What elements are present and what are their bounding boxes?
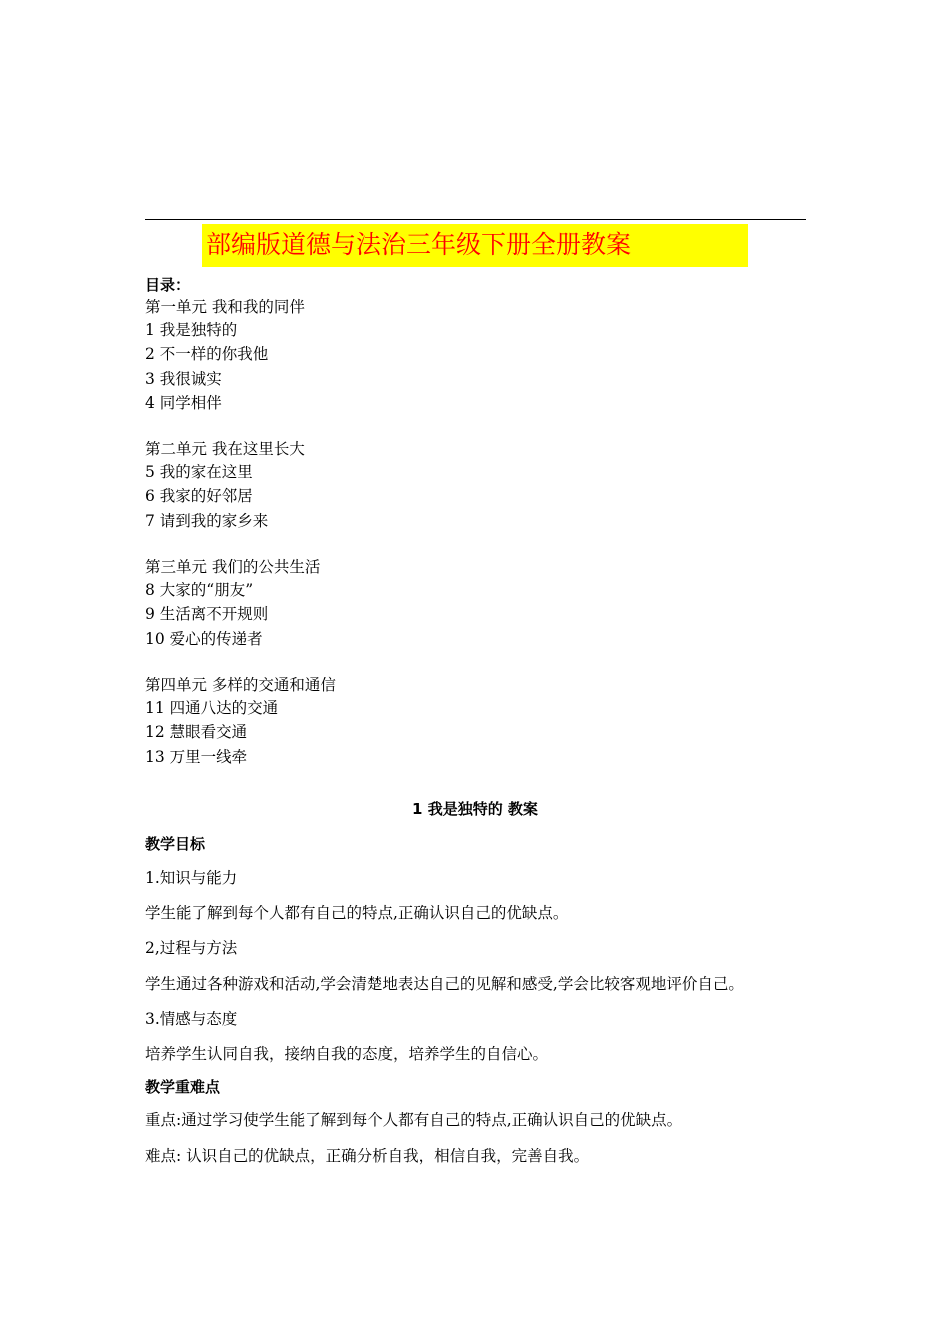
section-heading: 教学重难点 — [145, 1078, 221, 1096]
unit-heading: 第三单元 我们的公共生活 — [145, 558, 321, 576]
unit-heading: 第二单元 我在这里长大 — [145, 440, 305, 458]
header-rule — [145, 219, 806, 220]
toc-item: 2 不一样的你我他 — [145, 345, 269, 363]
toc-item: 9 生活离不开规则 — [145, 605, 269, 623]
paragraph: 培养学生认同自我，接纳自我的态度，培养学生的自信心。 — [145, 1045, 549, 1063]
paragraph: 学生通过各种游戏和活动,学会清楚地表达自己的见解和感受,学会比较客观地评价自己。 — [145, 975, 744, 993]
toc-item: 5 我的家在这里 — [145, 463, 253, 481]
toc-item: 11 四通八达的交通 — [145, 699, 279, 717]
toc-item: 7 请到我的家乡来 — [145, 512, 269, 530]
toc-label: 目录： — [145, 276, 191, 294]
document-title: 部编版道德与法治三年级下册全册教案 — [206, 230, 632, 259]
toc-item: 1 我是独特的 — [145, 321, 238, 339]
sub-heading: 2,过程与方法 — [145, 939, 238, 957]
paragraph: 学生能了解到每个人都有自己的特点,正确认识自己的优缺点。 — [145, 904, 569, 922]
toc-item: 8 大家的“朋友” — [145, 581, 254, 599]
toc-item: 6 我家的好邻居 — [145, 487, 253, 505]
toc-item: 10 爱心的传递者 — [145, 630, 263, 648]
unit-heading: 第一单元 我和我的同伴 — [145, 298, 305, 316]
toc-item: 3 我很诚实 — [145, 370, 222, 388]
toc-item: 12 慧眼看交通 — [145, 723, 248, 741]
unit-heading: 第四单元 多样的交通和通信 — [145, 676, 336, 694]
title-highlight — [202, 224, 748, 267]
sub-heading: 3.情感与态度 — [145, 1010, 238, 1028]
sub-heading: 1.知识与能力 — [145, 869, 238, 887]
paragraph: 难点: 认识自己的优缺点，正确分析自我，相信自我，完善自我。 — [145, 1147, 590, 1165]
toc-item: 4 同学相伴 — [145, 394, 222, 412]
toc-item: 13 万里一线牵 — [145, 748, 248, 766]
section-heading: 教学目标 — [145, 835, 206, 853]
lesson-title: 1 我是独特的 教案 — [412, 800, 538, 818]
paragraph: 重点:通过学习使学生能了解到每个人都有自己的特点,正确认识自己的优缺点。 — [145, 1111, 683, 1129]
